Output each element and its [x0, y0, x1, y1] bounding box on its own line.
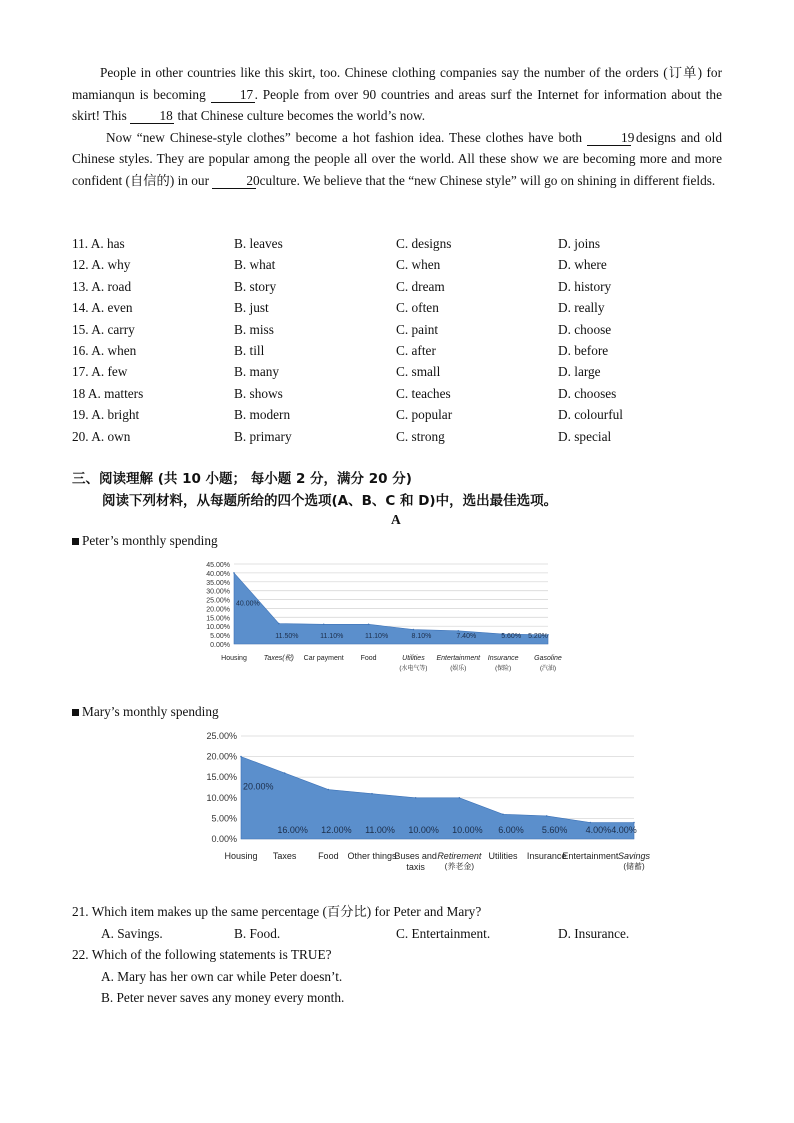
option-cell: B. leaves — [234, 236, 283, 251]
x-tick-label: Utilities — [402, 655, 425, 662]
data-point — [502, 813, 504, 815]
peter-spending-chart — [0, 556, 794, 696]
option-row — [72, 361, 732, 382]
x-tick-label: Buses and — [394, 851, 437, 861]
x-tick-label: Taxes — [272, 851, 297, 861]
x-tick-label: Housing — [221, 655, 247, 662]
question-22-option-b: B. Peter never saves any money every month. — [101, 990, 345, 1005]
data-point — [240, 756, 242, 758]
option-cell: D. where — [558, 257, 607, 273]
option-cell: C. small — [396, 364, 441, 380]
option-row — [72, 319, 732, 340]
option-cell: 13. A. road — [72, 278, 132, 294]
x-tick-sublabel: (储蓄) — [623, 862, 645, 871]
data-label: 6.00% — [498, 825, 524, 835]
data-point — [459, 797, 461, 799]
x-tick-label: Utilities — [488, 851, 518, 861]
x-tick-label: Housing — [224, 851, 258, 861]
y-tick-label: 20.00% — [206, 751, 237, 762]
x-tick-label: Gasoline — [534, 655, 562, 662]
y-tick-label: 40.00% — [206, 570, 230, 578]
option-cell: D. chooses — [558, 385, 617, 401]
option-cell: C. popular — [396, 407, 453, 423]
x-tick-label: taxis — [406, 862, 425, 872]
option-row — [72, 404, 732, 425]
question-21-options — [72, 923, 732, 945]
section-instruction: 阅读下列材料，从每题所给的四个选项(A、B、C 和 D)中，选出最佳选项。 — [102, 493, 558, 509]
option-cell: C. paint — [396, 321, 439, 337]
option-cell: 20. A. own — [72, 428, 131, 444]
option-cell: B. just — [234, 300, 269, 316]
option-cell: C. dream — [396, 278, 445, 294]
x-tick-sublabel: (养老金) — [444, 862, 474, 871]
y-tick-label: 25.00% — [206, 731, 237, 741]
y-tick-label: 30.00% — [206, 588, 230, 596]
option-cell: D. special — [558, 428, 612, 444]
option-row — [72, 276, 732, 297]
option-cell: C. strong — [396, 428, 445, 444]
y-tick-label: 20.00% — [206, 606, 230, 614]
data-label: 10.00% — [408, 825, 439, 835]
option-row — [72, 297, 732, 318]
option-row — [72, 426, 732, 447]
x-tick-label: Insurance — [487, 655, 519, 662]
data-point — [371, 793, 373, 795]
option-cell: B. story — [234, 278, 277, 294]
option-cell: 14. A. even — [72, 300, 133, 316]
data-label: 20.00% — [243, 781, 274, 792]
option-cell: D. really — [558, 300, 605, 316]
question-21-option-d: D. Insurance. — [558, 925, 630, 941]
y-tick-label: 45.00% — [206, 562, 230, 569]
option-cell: B. many — [234, 364, 280, 380]
data-point — [284, 772, 286, 774]
x-tick-label: Entertainment — [436, 655, 481, 662]
option-cell: B. shows — [234, 385, 283, 401]
option-cell: D. choose — [558, 321, 612, 337]
option-cell: D. large — [558, 364, 601, 380]
cloze-options — [72, 233, 732, 447]
x-tick-label: Taxes(税) — [263, 655, 294, 662]
option-cell: C. after — [396, 342, 436, 358]
data-point — [633, 822, 635, 824]
data-label: 4.00% — [585, 825, 612, 835]
data-point — [415, 797, 417, 799]
y-tick-label: 15.00% — [206, 615, 230, 623]
option-cell: C. often — [396, 300, 439, 316]
option-cell: D. before — [558, 342, 609, 358]
blank-19: 19 — [587, 131, 631, 146]
data-label: 10.00% — [452, 825, 483, 835]
option-cell: 17. A. few — [72, 364, 128, 380]
mary-chart-label: Mary’s monthly spending — [72, 704, 219, 720]
x-tick-label: Car payment — [303, 655, 344, 662]
option-cell: D. colourful — [558, 407, 623, 423]
blank-18: 18 — [130, 109, 174, 124]
data-point — [457, 630, 459, 632]
question-22-option-a: A. Mary has her own car while Peter doesn’t. — [101, 968, 343, 984]
question-21-option-b: B. Food. — [234, 925, 281, 941]
data-point — [233, 572, 235, 574]
x-tick-label: Food — [360, 655, 377, 662]
data-label: 5.20% — [528, 633, 548, 640]
x-tick-label: Savings — [617, 851, 651, 861]
x-tick-sublabel: (保险) — [495, 666, 512, 672]
data-label: 11.50% — [275, 633, 299, 640]
data-label: 11.10% — [320, 633, 344, 640]
data-label: 11.00% — [365, 825, 395, 835]
y-tick-label: 5.00% — [211, 813, 237, 824]
mary-spending-chart — [0, 726, 794, 886]
y-tick-label: 10.00% — [206, 624, 230, 632]
questions — [72, 901, 732, 1009]
question-22-stem: 22. Which of the following statements is TRUE? — [72, 947, 332, 962]
x-tick-label: Entertainment — [562, 851, 619, 861]
question-21-option-a: A. Savings. — [101, 925, 163, 941]
option-cell: B. what — [234, 257, 276, 273]
data-point — [323, 623, 325, 625]
data-label: 7.40% — [456, 633, 477, 640]
option-cell: 15. A. carry — [72, 321, 135, 337]
option-cell: B. modern — [234, 407, 291, 423]
option-cell: 12. A. why — [72, 257, 131, 273]
option-cell: D. history — [558, 278, 612, 294]
data-label: 5.60% — [541, 825, 568, 835]
x-tick-sublabel: (娱乐) — [450, 666, 467, 672]
peter-chart-label: Peter’s monthly spending — [72, 533, 218, 549]
y-tick-label: 10.00% — [206, 792, 237, 803]
option-row — [72, 254, 732, 275]
data-label: 4.00% — [611, 825, 637, 835]
data-label: 11.10% — [364, 633, 389, 640]
option-cell: 11. A. has — [72, 236, 125, 251]
option-row — [72, 340, 732, 361]
blank-17: 17 — [211, 88, 255, 103]
cloze-passage — [72, 62, 722, 191]
x-tick-sublabel: (汽油) — [540, 666, 556, 672]
x-tick-label: Food — [318, 851, 339, 861]
option-cell: C. designs — [396, 236, 452, 251]
data-label: 8.10% — [411, 633, 432, 640]
data-point — [546, 815, 548, 817]
option-row — [72, 383, 732, 404]
y-tick-label: 0.00% — [211, 834, 237, 844]
option-cell: C. teaches — [396, 385, 451, 401]
bullet-icon — [72, 709, 79, 716]
option-cell: 18 A. matters — [72, 385, 144, 401]
y-tick-label: 5.00% — [210, 633, 230, 641]
y-tick-label: 0.00% — [210, 642, 230, 649]
option-cell: B. till — [234, 342, 265, 358]
option-cell: B. primary — [234, 428, 292, 444]
data-label: 5.60% — [501, 633, 522, 640]
x-tick-label: Other things — [347, 851, 397, 861]
blank-20: 20 — [212, 174, 256, 189]
passage-paragraph-2: Now “new Chinese-style clothes” become a hot fashion idea. These clothes have both 19 designs and old Chinese styles. They are popular among the people all over the world. All these show we are becoming more and more confident (自信的) in our 20 culture. We believe that the “new Chinese style” will go on shining in different fields. — [72, 129, 722, 188]
y-tick-label: 15.00% — [206, 772, 237, 783]
data-point — [368, 623, 370, 625]
option-cell: 19. A. bright — [72, 407, 140, 423]
question-21-option-c: C. Entertainment. — [396, 925, 491, 941]
option-cell: D. joins — [558, 236, 601, 251]
data-label: 12.00% — [321, 825, 352, 835]
part-label: A — [391, 512, 401, 527]
option-cell: 16. A. when — [72, 342, 137, 358]
passage-paragraph-1: People in other countries like this skirt, too. Chinese clothing companies say the number of the orders (订单) for mamianqun is becoming 17. People from over 90 countries and areas surf the Internet for information about the skirt! This 18 that Chinese culture becomes the world’s now. — [72, 65, 722, 123]
data-label: 16.00% — [277, 825, 308, 835]
option-row — [72, 233, 732, 254]
data-point — [590, 822, 592, 824]
x-tick-label: Retirement — [437, 851, 482, 861]
y-tick-label: 35.00% — [206, 579, 230, 587]
y-tick-label: 25.00% — [206, 597, 230, 605]
data-point — [328, 789, 330, 791]
x-tick-sublabel: (水电气等) — [399, 666, 428, 672]
section-title: 三、阅读理解 (共 10 小题； 每小题 2 分，满分 20 分) — [72, 471, 412, 487]
option-cell: B. miss — [234, 321, 274, 337]
option-cell: C. when — [396, 257, 441, 273]
bullet-icon — [72, 538, 79, 545]
x-tick-label: Insurance — [526, 851, 567, 861]
data-point — [413, 629, 415, 631]
data-label: 40.00% — [236, 600, 260, 608]
data-point — [278, 623, 280, 625]
question-21-stem: 21. Which item makes up the same percentage (百分比) for Peter and Mary? — [72, 904, 482, 919]
